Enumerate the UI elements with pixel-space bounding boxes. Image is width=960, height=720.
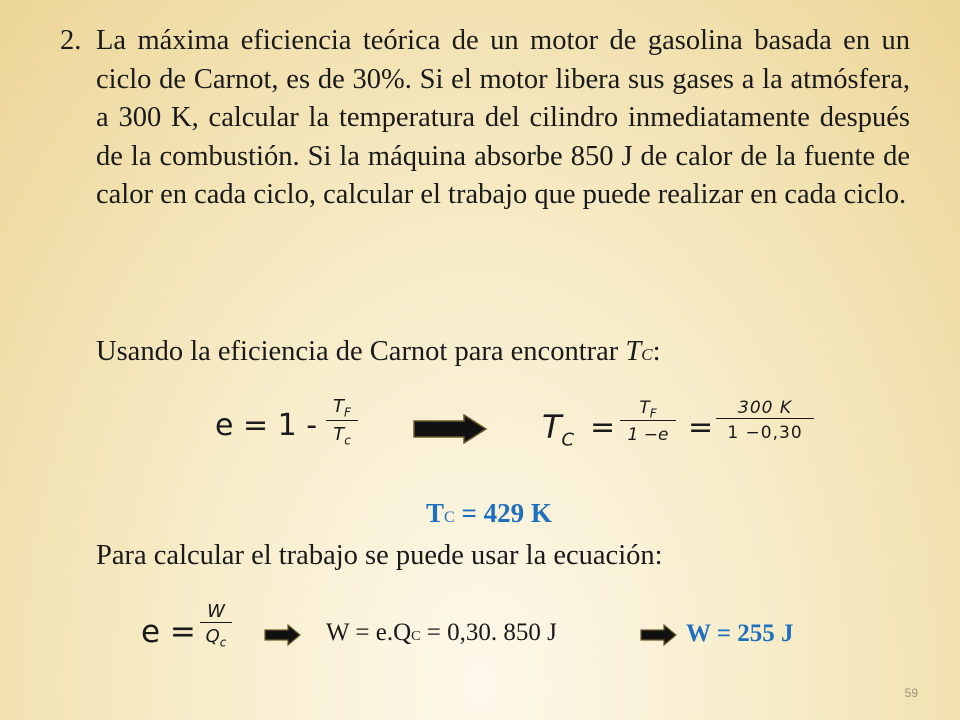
eq2-equals-1: = [590,410,616,445]
eq1-lhs: e = 1 - [215,408,318,443]
eq1-denominator: $T_c$ [333,423,351,448]
eq3-fraction-bar [200,622,232,623]
eq1-fraction [326,396,358,447]
eq2-frac1-bar [620,420,676,421]
eq2-fraction-2 [716,398,814,443]
problem-text: La máxima eficiencia teórica de un motor de gasolina basada en un ciclo de Carnot, es de 30%. Si el motor libera sus gases a la atmósfera, a 300 K, calcular la temperatura del cilindro inmediatamente después de la combustión. Si la máquina absorbe 850 J de calor de la fuente de calor en cada ciclo, calcular el trabajo que puede realizar en cada ciclo. [96,25,910,210]
step1-colon: : [652,336,661,367]
eq2-frac2-denominator: 1 −0,30 [727,423,803,443]
step1-var-sub: C [641,345,653,364]
arrow-right-icon [262,624,302,646]
eq2-frac1-numerator: $T_F$ [639,398,657,421]
eq2-equals-2: = [688,410,714,445]
step2-intro: Para calcular el trabajo se puede usar la ecuación: [96,540,663,571]
eq2-lhs: $T_C$ [542,408,575,451]
page-number: 59 [904,686,918,700]
eq3-fraction [200,601,232,650]
eq2-frac1-denominator: 1 −e [627,425,669,446]
arrow-right-icon [638,624,678,646]
arrow-right-icon [410,414,488,444]
result-tc: TC = 429 K [426,498,552,528]
eq3-denominator: $Q_c$ [205,626,227,650]
eq3-numerator: W [207,601,225,622]
problem-statement [60,22,910,215]
step1-var: T [625,336,642,367]
eq4-work-formula: W = e.QC = 0,30. 850 J [326,619,557,646]
eq2-fraction-1 [620,398,676,445]
eq2-frac2-numerator: 300 K [738,398,792,418]
eq2-frac2-bar [716,418,814,419]
step1-intro [96,336,661,368]
result-work: W = 255 J [686,620,794,647]
eq1-fraction-bar [326,420,358,421]
eq3-lhs: e = [141,614,196,650]
problem-number: 2. [60,25,82,56]
step1-intro-text: Usando la eficiencia de Carnot para encontrar [96,336,626,367]
eq1-numerator: $T_F$ [333,396,351,420]
